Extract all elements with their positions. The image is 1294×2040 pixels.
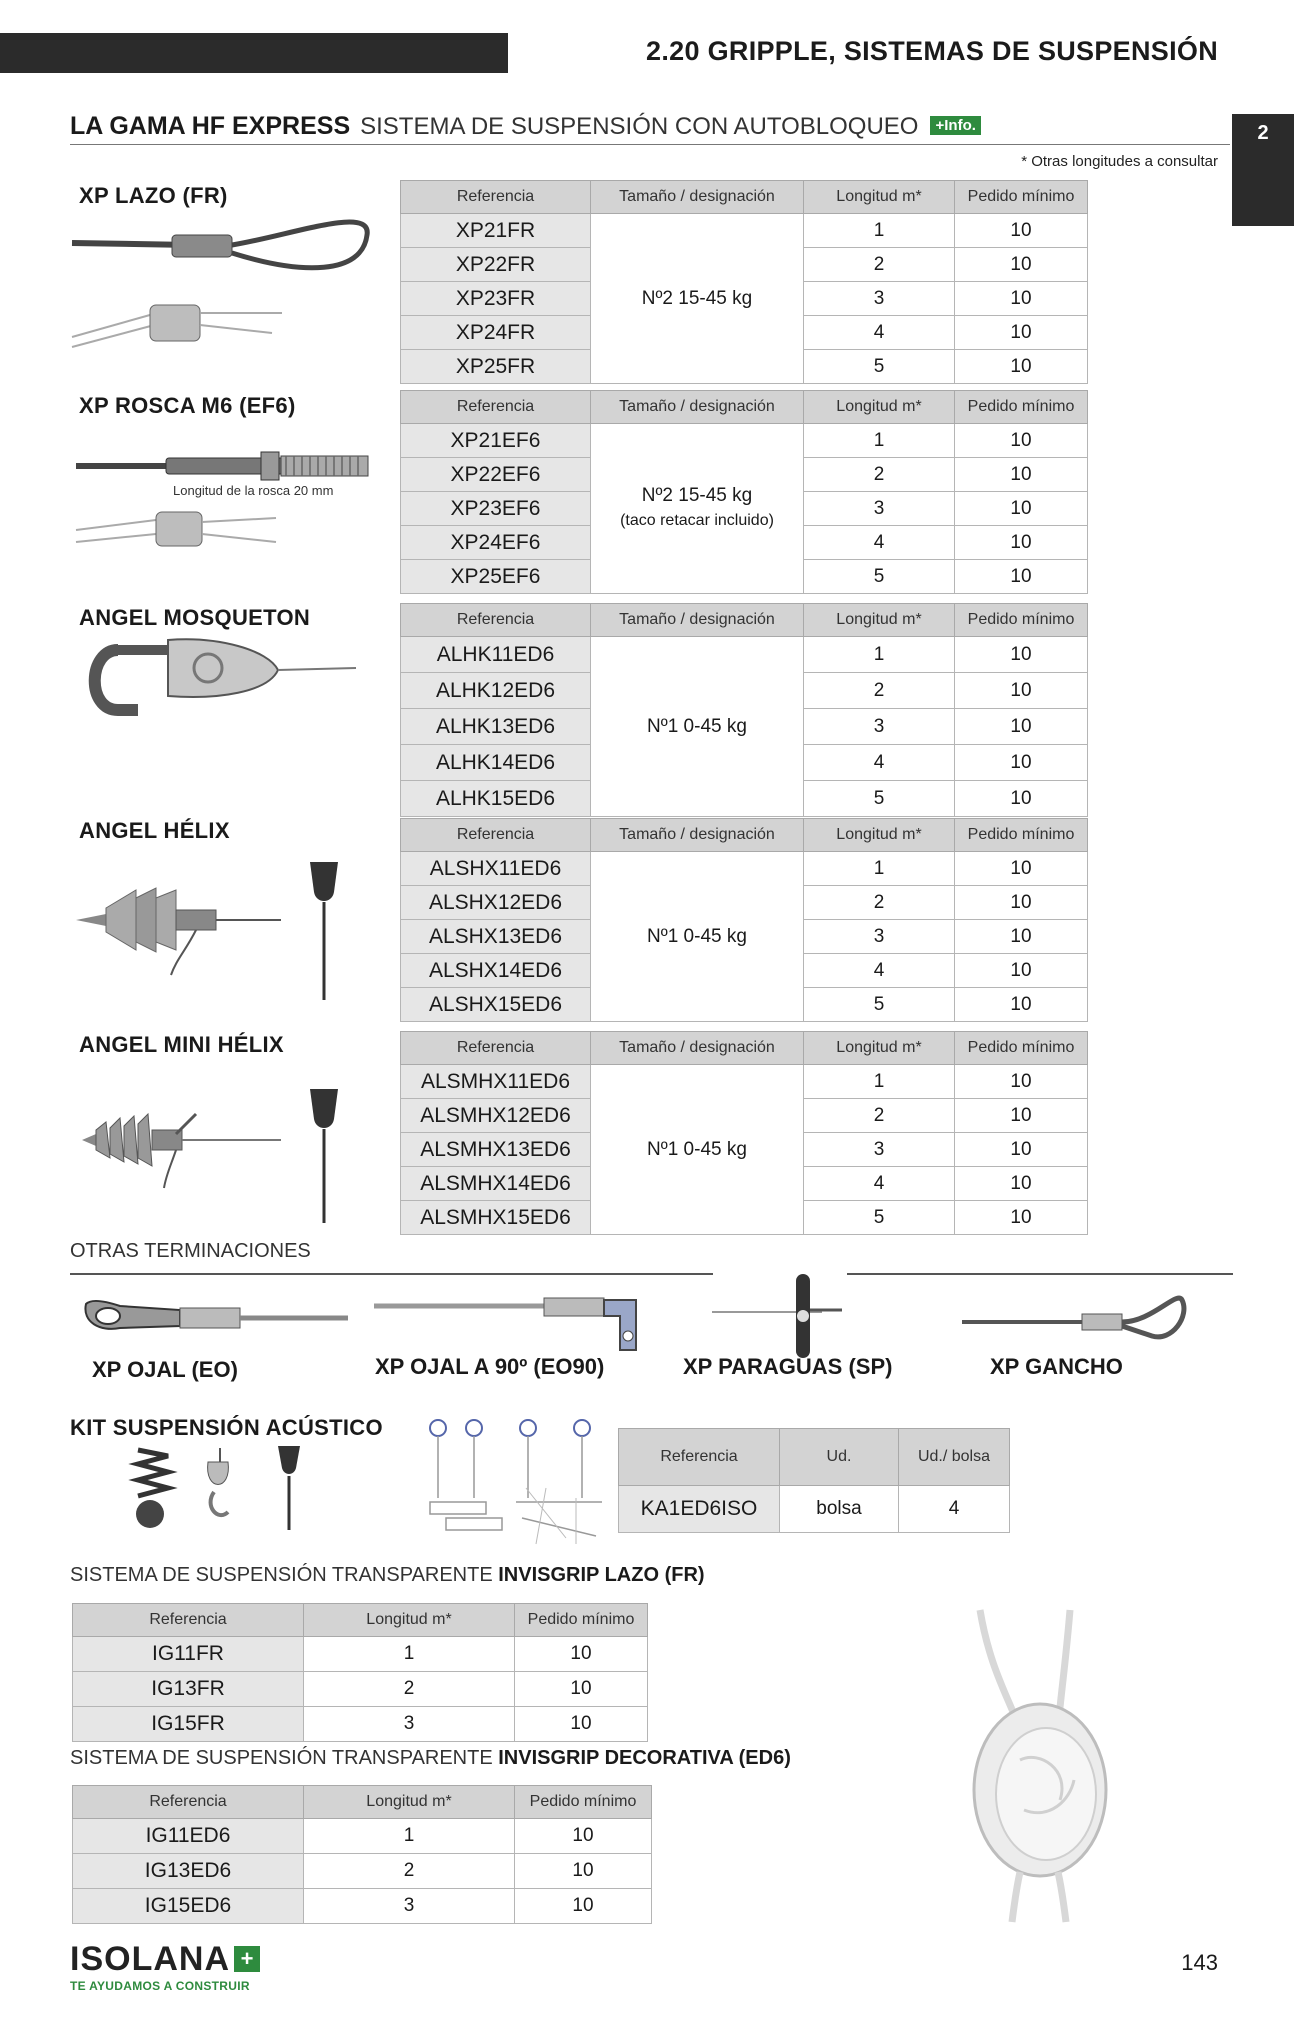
length-cell: 2 — [804, 248, 955, 282]
min-order-cell: 10 — [955, 673, 1088, 709]
min-order-cell: 10 — [955, 781, 1088, 817]
length-cell: 2 — [304, 1854, 515, 1889]
column-header: Pedido mínimo — [955, 1032, 1088, 1065]
reference-cell: XP24FR — [401, 316, 591, 350]
reference-cell: XP25FR — [401, 350, 591, 384]
size-cell — [591, 214, 804, 384]
table-row — [73, 1637, 648, 1672]
reference-cell: ALHK13ED6 — [401, 709, 591, 745]
reference-cell: ALSMHX13ED6 — [401, 1133, 591, 1167]
lengths-note: * Otras longitudes a consultar — [1021, 153, 1218, 170]
chapter-title: 2.20 GRIPPLE, SISTEMAS DE SUSPENSIÓN — [646, 36, 1218, 66]
invis-lazo-label-bold: INVISGRIP LAZO (FR) — [498, 1564, 705, 1586]
kit-ref: KA1ED6ISO — [619, 1486, 780, 1533]
min-order-cell: 10 — [955, 1099, 1088, 1133]
reference-cell: ALSMHX12ED6 — [401, 1099, 591, 1133]
column-header: Referencia — [401, 819, 591, 852]
table-row — [401, 852, 1088, 886]
invisgrip-icon — [950, 1610, 1130, 1922]
invis-lazo-label — [70, 1564, 705, 1587]
min-order-cell: 10 — [955, 526, 1088, 560]
column-header: Referencia — [401, 1032, 591, 1065]
product-table — [400, 180, 1088, 384]
reference-cell: ALSHX11ED6 — [401, 852, 591, 886]
size-cell — [591, 1065, 804, 1235]
table-row — [73, 1819, 652, 1854]
min-order-cell: 10 — [955, 988, 1088, 1022]
min-order-cell: 10 — [955, 316, 1088, 350]
min-order-cell: 10 — [515, 1672, 648, 1707]
length-cell: 4 — [804, 1167, 955, 1201]
min-order-cell: 10 — [515, 1637, 648, 1672]
min-order-cell: 10 — [955, 852, 1088, 886]
table-row — [73, 1889, 652, 1924]
product-title: ANGEL MOSQUETON — [79, 605, 311, 630]
table-row — [401, 424, 1088, 458]
min-order-cell: 10 — [955, 214, 1088, 248]
column-header: Tamaño / designación — [591, 391, 804, 424]
min-order-cell: 10 — [955, 1133, 1088, 1167]
column-header: Pedido mínimo — [515, 1604, 648, 1637]
min-order-cell: 10 — [955, 709, 1088, 745]
length-cell: 2 — [804, 1099, 955, 1133]
min-order-cell: 10 — [955, 1167, 1088, 1201]
min-order-cell: 10 — [955, 282, 1088, 316]
column-header: Referencia — [73, 1604, 304, 1637]
min-order-cell: 10 — [955, 560, 1088, 594]
eyelet-icon — [80, 1292, 350, 1352]
threaded-rod-icon — [76, 442, 376, 562]
column-header: Referencia — [401, 391, 591, 424]
brand-logo — [70, 1940, 260, 1993]
length-cell: 3 — [804, 709, 955, 745]
product-table — [400, 603, 1088, 817]
column-header: Referencia — [401, 181, 591, 214]
length-cell: 4 — [804, 316, 955, 350]
reference-cell: ALHK14ED6 — [401, 745, 591, 781]
column-header: Pedido mínimo — [515, 1786, 652, 1819]
size-value: Nº1 0-45 kg — [647, 715, 747, 737]
column-header: Ud. — [780, 1429, 899, 1486]
length-cell: 4 — [804, 526, 955, 560]
reference-cell: ALHK12ED6 — [401, 673, 591, 709]
size-value: Nº1 0-45 kg — [647, 925, 747, 947]
column-header: Tamaño / designación — [591, 1032, 804, 1065]
product-title: XP ROSCA M6 (EF6) — [79, 393, 296, 418]
length-cell: 1 — [804, 1065, 955, 1099]
column-header: Referencia — [73, 1786, 304, 1819]
min-order-cell: 10 — [515, 1854, 652, 1889]
logo-text: ISOLANA — [70, 1940, 230, 1978]
reference-cell: ALSMHX15ED6 — [401, 1201, 591, 1235]
table-row — [73, 1854, 652, 1889]
reference-cell: IG11FR — [73, 1637, 304, 1672]
reference-cell: ALSHX12ED6 — [401, 886, 591, 920]
header-bar — [0, 33, 508, 73]
length-cell: 5 — [804, 988, 955, 1022]
range-title-normal: SISTEMA DE SUSPENSIÓN CON AUTOBLOQUEO — [360, 113, 919, 140]
length-cell: 5 — [804, 1201, 955, 1235]
reference-cell: IG15ED6 — [73, 1889, 304, 1924]
min-order-cell: 10 — [955, 954, 1088, 988]
size-cell — [591, 424, 804, 594]
length-cell: 2 — [804, 673, 955, 709]
min-order-cell: 10 — [515, 1819, 652, 1854]
hook-icon — [962, 1290, 1192, 1350]
reference-cell: XP25EF6 — [401, 560, 591, 594]
size-note: (taco retacar incluido) — [620, 512, 774, 529]
min-order-cell: 10 — [955, 886, 1088, 920]
invis-deco-label-normal: SISTEMA DE SUSPENSIÓN TRANSPARENTE — [70, 1747, 493, 1769]
divider — [847, 1273, 1233, 1275]
invis-deco-label-bold: INVISGRIP DECORATIVA (ED6) — [498, 1747, 791, 1769]
helix-anchor-icon — [76, 880, 286, 980]
divider — [70, 1273, 713, 1275]
table-row — [401, 637, 1088, 673]
product-table — [400, 390, 1088, 594]
size-cell — [591, 637, 804, 817]
cable-loop-icon — [72, 195, 382, 355]
image-caption: Longitud de la rosca 20 mm — [173, 483, 334, 498]
kit-ud-bolsa: 4 — [899, 1486, 1010, 1533]
invis-lazo-label-normal: SISTEMA DE SUSPENSIÓN TRANSPARENTE — [70, 1564, 493, 1586]
column-header: Longitud m* — [304, 1786, 515, 1819]
length-cell: 1 — [804, 214, 955, 248]
column-header: Longitud m* — [804, 604, 955, 637]
kit-ud: bolsa — [780, 1486, 899, 1533]
product-title: ANGEL MINI HÉLIX — [79, 1032, 284, 1057]
otras-item-eo: XP OJAL (EO) — [92, 1357, 238, 1382]
length-cell: 1 — [304, 1637, 515, 1672]
column-header: Longitud m* — [304, 1604, 515, 1637]
length-cell: 2 — [304, 1672, 515, 1707]
column-header: Ud./ bolsa — [899, 1429, 1010, 1486]
length-cell: 4 — [804, 745, 955, 781]
length-cell: 4 — [804, 954, 955, 988]
otras-label: OTRAS TERMINACIONES — [70, 1240, 311, 1262]
column-header: Longitud m* — [804, 391, 955, 424]
otras-item-eo90: XP OJAL A 90º (EO90) — [375, 1354, 605, 1379]
length-cell: 5 — [804, 781, 955, 817]
length-cell: 3 — [304, 1707, 515, 1742]
table-row — [73, 1707, 648, 1742]
logo-slogan: TE AYUDAMOS A CONSTRUIR — [70, 1979, 250, 1993]
reference-cell: ALHK11ED6 — [401, 637, 591, 673]
column-header: Pedido mínimo — [955, 604, 1088, 637]
length-cell: 3 — [804, 920, 955, 954]
table-row — [73, 1672, 648, 1707]
reference-cell: XP21FR — [401, 214, 591, 248]
range-title — [70, 112, 1230, 145]
reference-cell: XP21EF6 — [401, 424, 591, 458]
ceiling-pendant-icon — [304, 858, 344, 1003]
min-order-cell: 10 — [955, 350, 1088, 384]
length-cell: 1 — [804, 852, 955, 886]
product-title: ANGEL HÉLIX — [79, 818, 230, 843]
reference-cell: IG15FR — [73, 1707, 304, 1742]
length-cell: 3 — [804, 282, 955, 316]
min-order-cell: 10 — [955, 1201, 1088, 1235]
reference-cell: XP22EF6 — [401, 458, 591, 492]
min-order-cell: 10 — [955, 458, 1088, 492]
column-header: Pedido mínimo — [955, 181, 1088, 214]
min-order-cell: 10 — [955, 920, 1088, 954]
min-order-cell: 10 — [955, 1065, 1088, 1099]
length-cell: 5 — [804, 350, 955, 384]
column-header: Referencia — [401, 604, 591, 637]
invis-lazo-table — [72, 1603, 648, 1742]
length-cell: 3 — [304, 1889, 515, 1924]
product-title: XP LAZO (FR) — [79, 183, 228, 208]
reference-cell: IG13FR — [73, 1672, 304, 1707]
column-header: Pedido mínimo — [955, 391, 1088, 424]
invis-deco-table — [72, 1785, 652, 1924]
column-header: Longitud m* — [804, 181, 955, 214]
column-header: Longitud m* — [804, 1032, 955, 1065]
range-title-bold: LA GAMA HF EXPRESS — [70, 112, 351, 140]
length-cell: 5 — [804, 560, 955, 594]
kit-title: KIT SUSPENSIÓN ACÚSTICO — [70, 1415, 383, 1440]
length-cell: 2 — [804, 458, 955, 492]
column-header: Referencia — [619, 1429, 780, 1486]
ceiling-pendant-icon — [304, 1085, 344, 1225]
length-cell: 3 — [804, 1133, 955, 1167]
column-header: Pedido mínimo — [955, 819, 1088, 852]
reference-cell: IG11ED6 — [73, 1819, 304, 1854]
column-header: Tamaño / designación — [591, 819, 804, 852]
otras-item-sp: XP PARAGUAS (SP) — [683, 1354, 893, 1379]
table-row — [401, 214, 1088, 248]
product-table — [400, 818, 1088, 1022]
invis-deco-label — [70, 1747, 791, 1770]
column-header: Longitud m* — [804, 819, 955, 852]
length-cell: 1 — [804, 637, 955, 673]
reference-cell: ALSMHX14ED6 — [401, 1167, 591, 1201]
min-order-cell: 10 — [955, 424, 1088, 458]
size-value: Nº2 15-45 kg — [641, 287, 753, 309]
min-order-cell: 10 — [955, 637, 1088, 673]
reference-cell: ALSMHX11ED6 — [401, 1065, 591, 1099]
min-order-cell: 10 — [955, 248, 1088, 282]
logo-mark: + — [234, 1946, 260, 1972]
reference-cell: ALHK15ED6 — [401, 781, 591, 817]
reference-cell: XP23EF6 — [401, 492, 591, 526]
table-row — [401, 1065, 1088, 1099]
length-cell: 2 — [804, 886, 955, 920]
carabiner-icon — [78, 630, 358, 740]
reference-cell: IG13ED6 — [73, 1854, 304, 1889]
reference-cell: XP23FR — [401, 282, 591, 316]
size-cell — [591, 852, 804, 1022]
info-badge[interactable]: +Info. — [930, 116, 980, 135]
min-order-cell: 10 — [515, 1889, 652, 1924]
acoustic-diagram-icon — [426, 1418, 606, 1548]
size-value: Nº1 0-45 kg — [647, 1138, 747, 1160]
length-cell: 1 — [804, 424, 955, 458]
page-number: 143 — [1181, 1950, 1218, 1975]
column-header: Tamaño / designación — [591, 181, 804, 214]
reference-cell: ALSHX14ED6 — [401, 954, 591, 988]
length-cell: 1 — [304, 1819, 515, 1854]
min-order-cell: 10 — [515, 1707, 648, 1742]
helix-anchor-icon — [76, 1100, 286, 1190]
reference-cell: XP24EF6 — [401, 526, 591, 560]
min-order-cell: 10 — [955, 745, 1088, 781]
side-tab: 2 — [1232, 114, 1294, 226]
reference-cell: ALSHX13ED6 — [401, 920, 591, 954]
spring-icon — [128, 1442, 308, 1534]
reference-cell: ALSHX15ED6 — [401, 988, 591, 1022]
min-order-cell: 10 — [955, 492, 1088, 526]
product-table — [400, 1031, 1088, 1235]
angle-eyelet-icon — [374, 1290, 644, 1360]
otras-item-gancho: XP GANCHO — [990, 1354, 1123, 1379]
size-value: Nº2 15-45 kg — [641, 485, 753, 506]
length-cell: 3 — [804, 492, 955, 526]
kit-table — [618, 1428, 1010, 1533]
reference-cell: XP22FR — [401, 248, 591, 282]
column-header: Tamaño / designación — [591, 604, 804, 637]
